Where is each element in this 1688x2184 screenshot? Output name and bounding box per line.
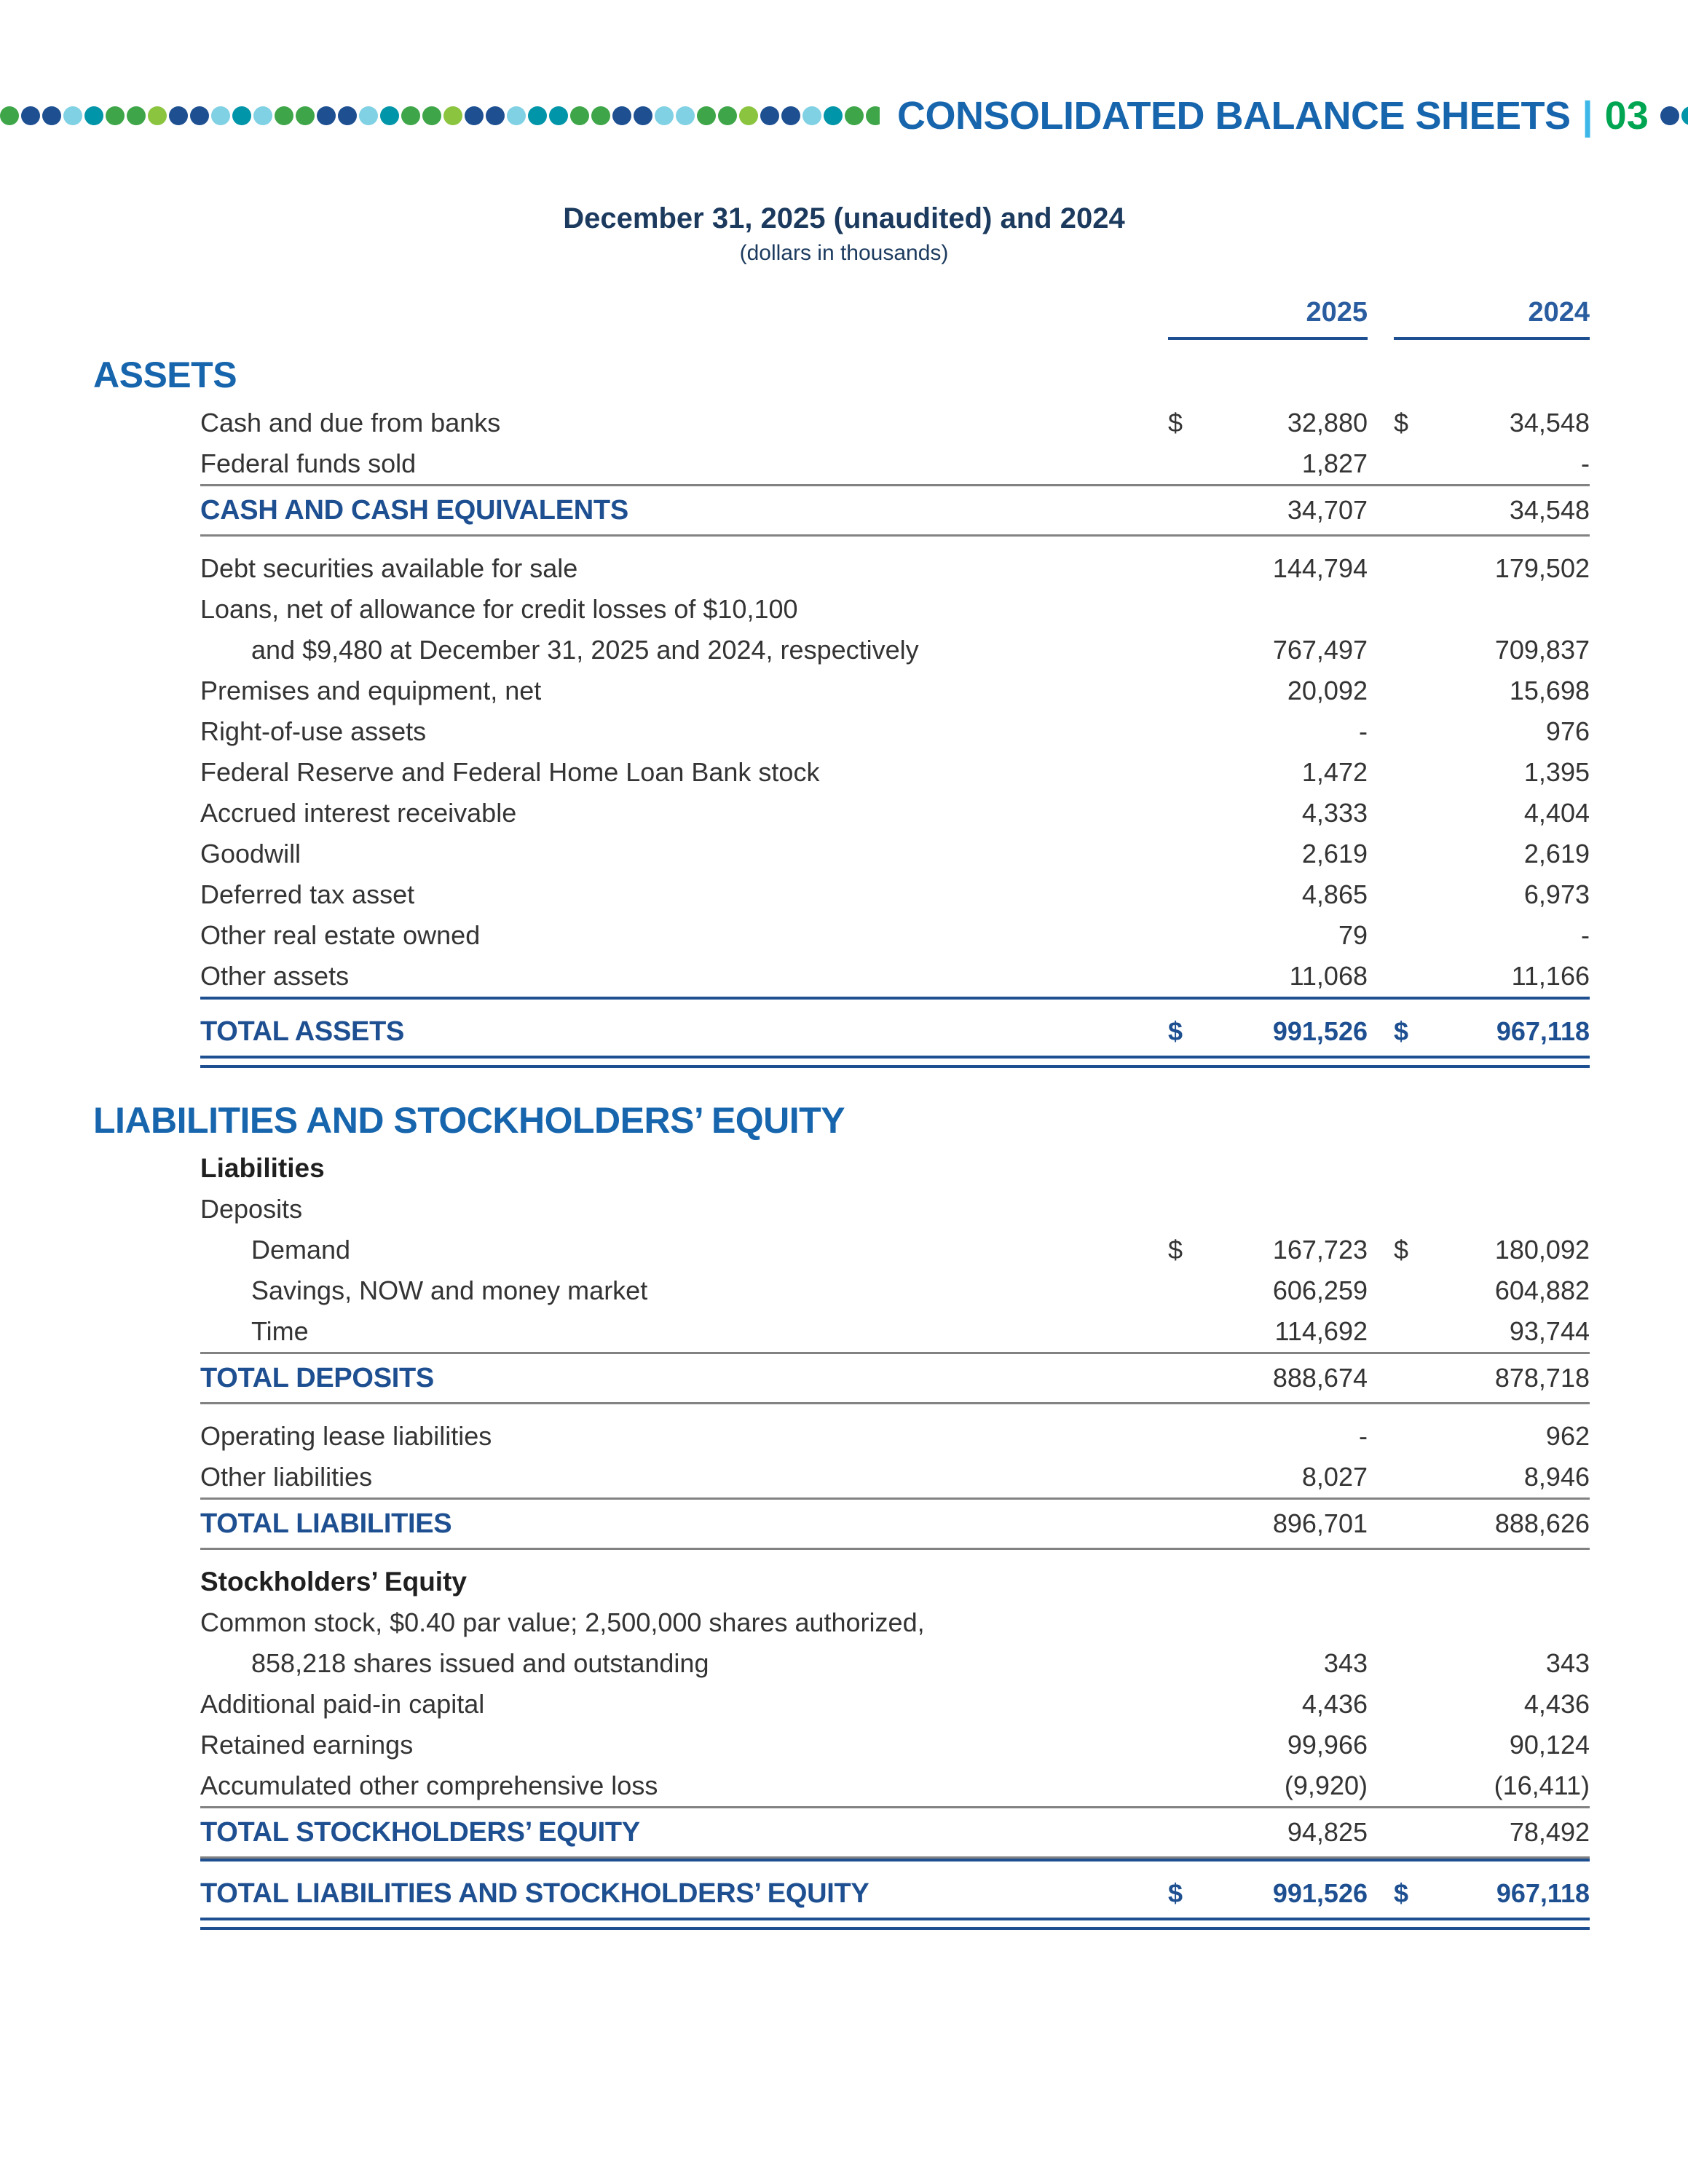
value-cell-2025 [1168,1462,1368,1492]
dot-decoration [190,106,209,125]
row-label: Federal Reserve and Federal Home Loan Bank stock [200,757,820,787]
dot-decoration [169,106,188,125]
dollar-sign: $ [1168,1016,1183,1046]
value-cell-2024 [1394,408,1590,438]
value-cell-2025 [1168,448,1368,479]
value-cell-2025 [1168,1817,1368,1848]
row-label: Time [251,1316,309,1346]
dollar-sign: $ [1168,1235,1183,1265]
dot-decoration [106,106,125,125]
value-2024: 976 [1545,716,1590,746]
gray-divider-rule [200,484,1590,486]
value-2025: 94,825 [1287,1817,1368,1847]
table-row [93,548,1590,589]
value-2024: 709,837 [1494,635,1590,665]
balance-sheet-table [0,350,1688,1930]
dollar-sign: $ [1394,1016,1409,1046]
table-row [93,350,1590,400]
dot-decoration [824,106,843,125]
value-cell-2025 [1168,839,1368,869]
value-cell-2025 [1168,1316,1368,1347]
dot-decoration [528,106,547,125]
value-2024: 11,166 [1511,961,1590,991]
value-cell-2024 [1394,1421,1590,1452]
value-2025: 991,526 [1272,1878,1368,1908]
value-2024: 967,118 [1496,1878,1590,1908]
value-cell-2025 [1168,1689,1368,1720]
row-label: Deposits [200,1194,303,1224]
value-cell-2024 [1394,1508,1590,1539]
table-row [93,1765,1590,1806]
table-row [93,403,1590,443]
dot-decoration [211,106,230,125]
dot-decoration [507,106,526,125]
row-label: Accrued interest receivable [200,798,517,828]
row-label: Demand [251,1235,351,1265]
row-label: Federal funds sold [200,448,417,478]
value-2024: 878,718 [1494,1363,1590,1393]
value-cell-2024 [1394,1689,1590,1720]
value-2025: 606,259 [1272,1275,1368,1305]
row-label: Premises and equipment, net [200,676,542,705]
dot-decoration [549,106,568,125]
units-subtitle: (dollars in thousands) [739,241,949,265]
value-2025: 167,723 [1272,1235,1368,1265]
value-2024: 15,698 [1509,676,1590,705]
value-cell-2024 [1394,1235,1590,1265]
dot-decoration [338,106,357,125]
value-cell-2024 [1394,1016,1590,1047]
table-row [93,1358,1590,1398]
value-2024: 4,404 [1523,798,1590,828]
value-2025: 20,092 [1287,676,1368,705]
value-2024: 604,882 [1494,1275,1590,1305]
table-row [93,1562,1590,1602]
statement-date-subtitle: December 31, 2025 (unaudited) and 2024 [563,202,1125,234]
value-cell-2024 [1394,676,1590,706]
blue-divider-rule [200,1859,1590,1861]
value-2024: 78,492 [1509,1817,1590,1847]
page-title-group [897,93,1649,138]
dollar-sign: $ [1394,408,1409,438]
blue-divider-rule [200,997,1590,1000]
value-2024: 34,548 [1509,408,1590,438]
value-cell-2024 [1394,1648,1590,1679]
value-2024: 93,744 [1509,1316,1590,1346]
table-row [93,490,1590,531]
value-cell-2025 [1168,757,1368,788]
dollar-sign: $ [1168,1878,1183,1908]
dot-decoration [591,106,610,125]
value-2025: 1,472 [1301,757,1368,787]
table-row [93,1189,1590,1230]
dot-decoration [148,106,167,125]
value-cell-2024 [1394,448,1590,479]
dot-decoration [486,106,505,125]
value-2025: 991,526 [1272,1016,1368,1046]
value-cell-2025 [1168,495,1368,526]
dot-decoration [570,106,589,125]
table-row [93,1230,1590,1270]
dot-decoration [697,106,716,125]
dot-decoration [612,106,631,125]
dot-decoration [42,106,61,125]
row-label: Cash and due from banks [200,408,501,438]
row-label: Debt securities available for sale [200,553,578,583]
dot-decoration [296,106,315,125]
dot-decoration [718,106,737,125]
value-cell-2025 [1168,1235,1368,1265]
value-2024: - [1581,448,1590,478]
value-2025: 896,701 [1272,1508,1368,1538]
row-label: TOTAL ASSETS [200,1016,405,1047]
value-cell-2025 [1168,920,1368,951]
value-cell-2025 [1168,798,1368,828]
value-2024: 8,946 [1523,1462,1590,1492]
dot-decoration [739,106,758,125]
dot-decoration [127,106,146,125]
value-2025: 4,865 [1301,879,1368,909]
table-row [93,1416,1590,1457]
row-label: Liabilities [200,1153,325,1183]
dot-decoration [401,106,420,125]
value-2025: 79 [1338,920,1368,950]
value-cell-2024 [1394,1770,1590,1801]
value-2024: 6,973 [1523,879,1590,909]
dot-decoration [380,106,399,125]
table-row [93,443,1590,484]
row-label: 858,218 shares issued and outstanding [251,1648,709,1678]
row-label: Other assets [200,961,350,991]
value-2025: 767,497 [1272,635,1368,665]
table-row [93,1725,1590,1765]
value-cell-2024 [1394,839,1590,869]
row-label: and $9,480 at December 31, 2025 and 2024, respectively [251,635,919,665]
value-2025: 4,333 [1301,798,1368,828]
row-label: Other real estate owned [200,920,481,950]
table-row [93,589,1590,630]
row-label: Deferred tax asset [200,879,415,909]
dot-decoration [443,106,462,125]
row-label: Other liabilities [200,1462,373,1492]
dot-decoration [634,106,652,125]
value-cell-2024 [1394,1878,1590,1909]
table-row [93,1270,1590,1311]
row-label: Common stock, $0.40 par value; 2,500,000 shares authorized, [200,1607,925,1637]
value-cell-2025 [1168,408,1368,438]
table-row [93,1311,1590,1352]
dot-decoration [760,106,779,125]
table-row [93,1873,1590,1914]
dot-decoration [422,106,441,125]
value-2024: 888,626 [1494,1508,1590,1538]
page-title: CONSOLIDATED BALANCE SHEETS [897,94,1571,138]
row-label: ASSETS [93,355,237,395]
value-cell-2024 [1394,553,1590,584]
value-cell-2024 [1394,757,1590,788]
value-2024: 1,395 [1523,757,1590,787]
table-row [93,1148,1590,1189]
dot-decoration [802,106,821,125]
row-label: Goodwill [200,839,301,869]
value-cell-2025 [1168,1421,1368,1452]
value-2025: 114,692 [1274,1316,1368,1346]
dot-decoration [1660,106,1679,125]
table-row [93,670,1590,711]
value-2025: 4,436 [1301,1689,1368,1719]
gray-divider-rule [200,1402,1590,1404]
value-2024: 180,092 [1494,1235,1590,1265]
value-cell-2025 [1168,1363,1368,1393]
value-2025: 2,619 [1301,839,1368,869]
value-cell-2024 [1394,920,1590,951]
dot-decoration [676,106,695,125]
dot-decoration [781,106,800,125]
gray-divider-rule [200,1548,1590,1550]
value-2024: 34,548 [1509,495,1590,525]
blue-divider-rule [200,1918,1590,1920]
table-row [93,1503,1590,1544]
title-separator: | [1582,94,1593,138]
dots-decoration-left [0,106,880,125]
value-cell-2025 [1168,1770,1368,1801]
dot-decoration [655,106,674,125]
value-cell-2025 [1168,879,1368,910]
value-cell-2024 [1394,635,1590,665]
table-row [93,1457,1590,1497]
dot-decoration [359,106,378,125]
column-headers [0,297,1688,340]
gray-divider-rule [200,1806,1590,1808]
value-2024: 4,436 [1523,1689,1590,1719]
dot-decoration [845,106,864,125]
value-2025: - [1359,1421,1368,1451]
value-2025: 1,827 [1301,448,1368,478]
table-row [93,711,1590,752]
dot-decoration [866,106,880,125]
value-cell-2024 [1394,879,1590,910]
table-row [93,1011,1590,1052]
dots-decoration-right [1660,106,1688,125]
value-cell-2024 [1394,798,1590,828]
value-2024: 179,502 [1494,553,1590,583]
value-2025: (9,920) [1284,1770,1368,1800]
row-label: CASH AND CASH EQUIVALENTS [200,494,628,526]
row-label: Retained earnings [200,1730,414,1760]
value-2025: 8,027 [1301,1462,1368,1492]
table-row [93,1643,1590,1684]
dot-decoration [84,106,103,125]
table-row [93,1684,1590,1725]
value-cell-2024 [1394,1363,1590,1393]
table-row [93,1096,1590,1145]
row-label: Additional paid-in capital [200,1689,485,1719]
gray-divider-rule [200,1352,1590,1354]
blue-divider-rule [200,1927,1590,1930]
value-cell-2024 [1394,1730,1590,1760]
value-2025: 144,794 [1272,553,1368,583]
dot-decoration [253,106,272,125]
value-2025: 343 [1323,1648,1368,1678]
value-2025: 11,068 [1289,961,1368,991]
page-number: 03 [1604,94,1649,138]
value-cell-2024 [1394,716,1590,747]
value-2024: 2,619 [1523,839,1590,869]
dollar-sign: $ [1394,1235,1409,1265]
dollar-sign: $ [1168,408,1183,438]
value-cell-2025 [1168,1016,1368,1047]
page-header-band [0,94,1688,138]
value-cell-2024 [1394,1316,1590,1347]
value-cell-2024 [1394,1275,1590,1306]
value-cell-2025 [1168,553,1368,584]
table-row [93,915,1590,956]
value-2025: 32,880 [1287,408,1368,438]
value-cell-2025 [1168,1648,1368,1679]
value-2024: 962 [1545,1421,1590,1451]
gray-divider-rule [200,1497,1590,1500]
value-2025: 99,966 [1287,1730,1368,1760]
value-cell-2025 [1168,1508,1368,1539]
value-2024: 90,124 [1509,1730,1590,1760]
table-row [93,956,1590,997]
gray-divider-rule [200,534,1590,537]
row-label: TOTAL LIABILITIES AND STOCKHOLDERS’ EQUITY [200,1878,869,1909]
value-2025: 888,674 [1272,1363,1368,1393]
table-row [93,1602,1590,1643]
value-2024: 967,118 [1496,1016,1590,1046]
table-row [93,874,1590,915]
dot-decoration [21,106,40,125]
column-header-2025: 2025 [1168,297,1368,340]
row-label: TOTAL STOCKHOLDERS’ EQUITY [200,1816,640,1848]
value-cell-2024 [1394,1817,1590,1848]
value-cell-2025 [1168,716,1368,747]
column-header-2024: 2024 [1394,297,1590,340]
blue-divider-rule [200,1065,1590,1068]
value-2024: (16,411) [1494,1770,1590,1800]
dollar-sign: $ [1394,1878,1409,1908]
value-cell-2025 [1168,1730,1368,1760]
value-2025: - [1359,716,1368,746]
value-cell-2025 [1168,635,1368,665]
dot-decoration [0,106,19,125]
row-label: LIABILITIES AND STOCKHOLDERS’ EQUITY [93,1100,845,1141]
value-cell-2024 [1394,961,1590,992]
row-label: TOTAL LIABILITIES [200,1508,452,1539]
blue-divider-rule [200,1056,1590,1059]
table-row [93,1812,1590,1853]
value-cell-2024 [1394,495,1590,526]
value-2025: 34,707 [1287,495,1368,525]
dot-decoration [232,106,251,125]
value-cell-2024 [1394,1462,1590,1492]
value-cell-2025 [1168,961,1368,992]
row-label: Loans, net of allowance for credit losses of $10,100 [200,594,798,624]
row-label: Accumulated other comprehensive loss [200,1770,658,1800]
value-cell-2025 [1168,676,1368,706]
row-label: TOTAL DEPOSITS [200,1362,434,1393]
value-2024: - [1581,920,1590,950]
table-row [93,630,1590,670]
dot-decoration [275,106,293,125]
value-cell-2025 [1168,1878,1368,1909]
value-2024: 343 [1545,1648,1590,1678]
dot-decoration [317,106,336,125]
row-label: Stockholders’ Equity [200,1567,467,1597]
dot-decoration [1681,106,1688,125]
table-row [93,834,1590,874]
dot-decoration [465,106,484,125]
row-label: Savings, NOW and money market [251,1275,648,1305]
table-row [93,793,1590,834]
table-row [93,752,1590,793]
value-cell-2025 [1168,1275,1368,1306]
row-label: Operating lease liabilities [200,1421,492,1451]
dot-decoration [63,106,82,125]
row-label: Right-of-use assets [200,716,427,746]
